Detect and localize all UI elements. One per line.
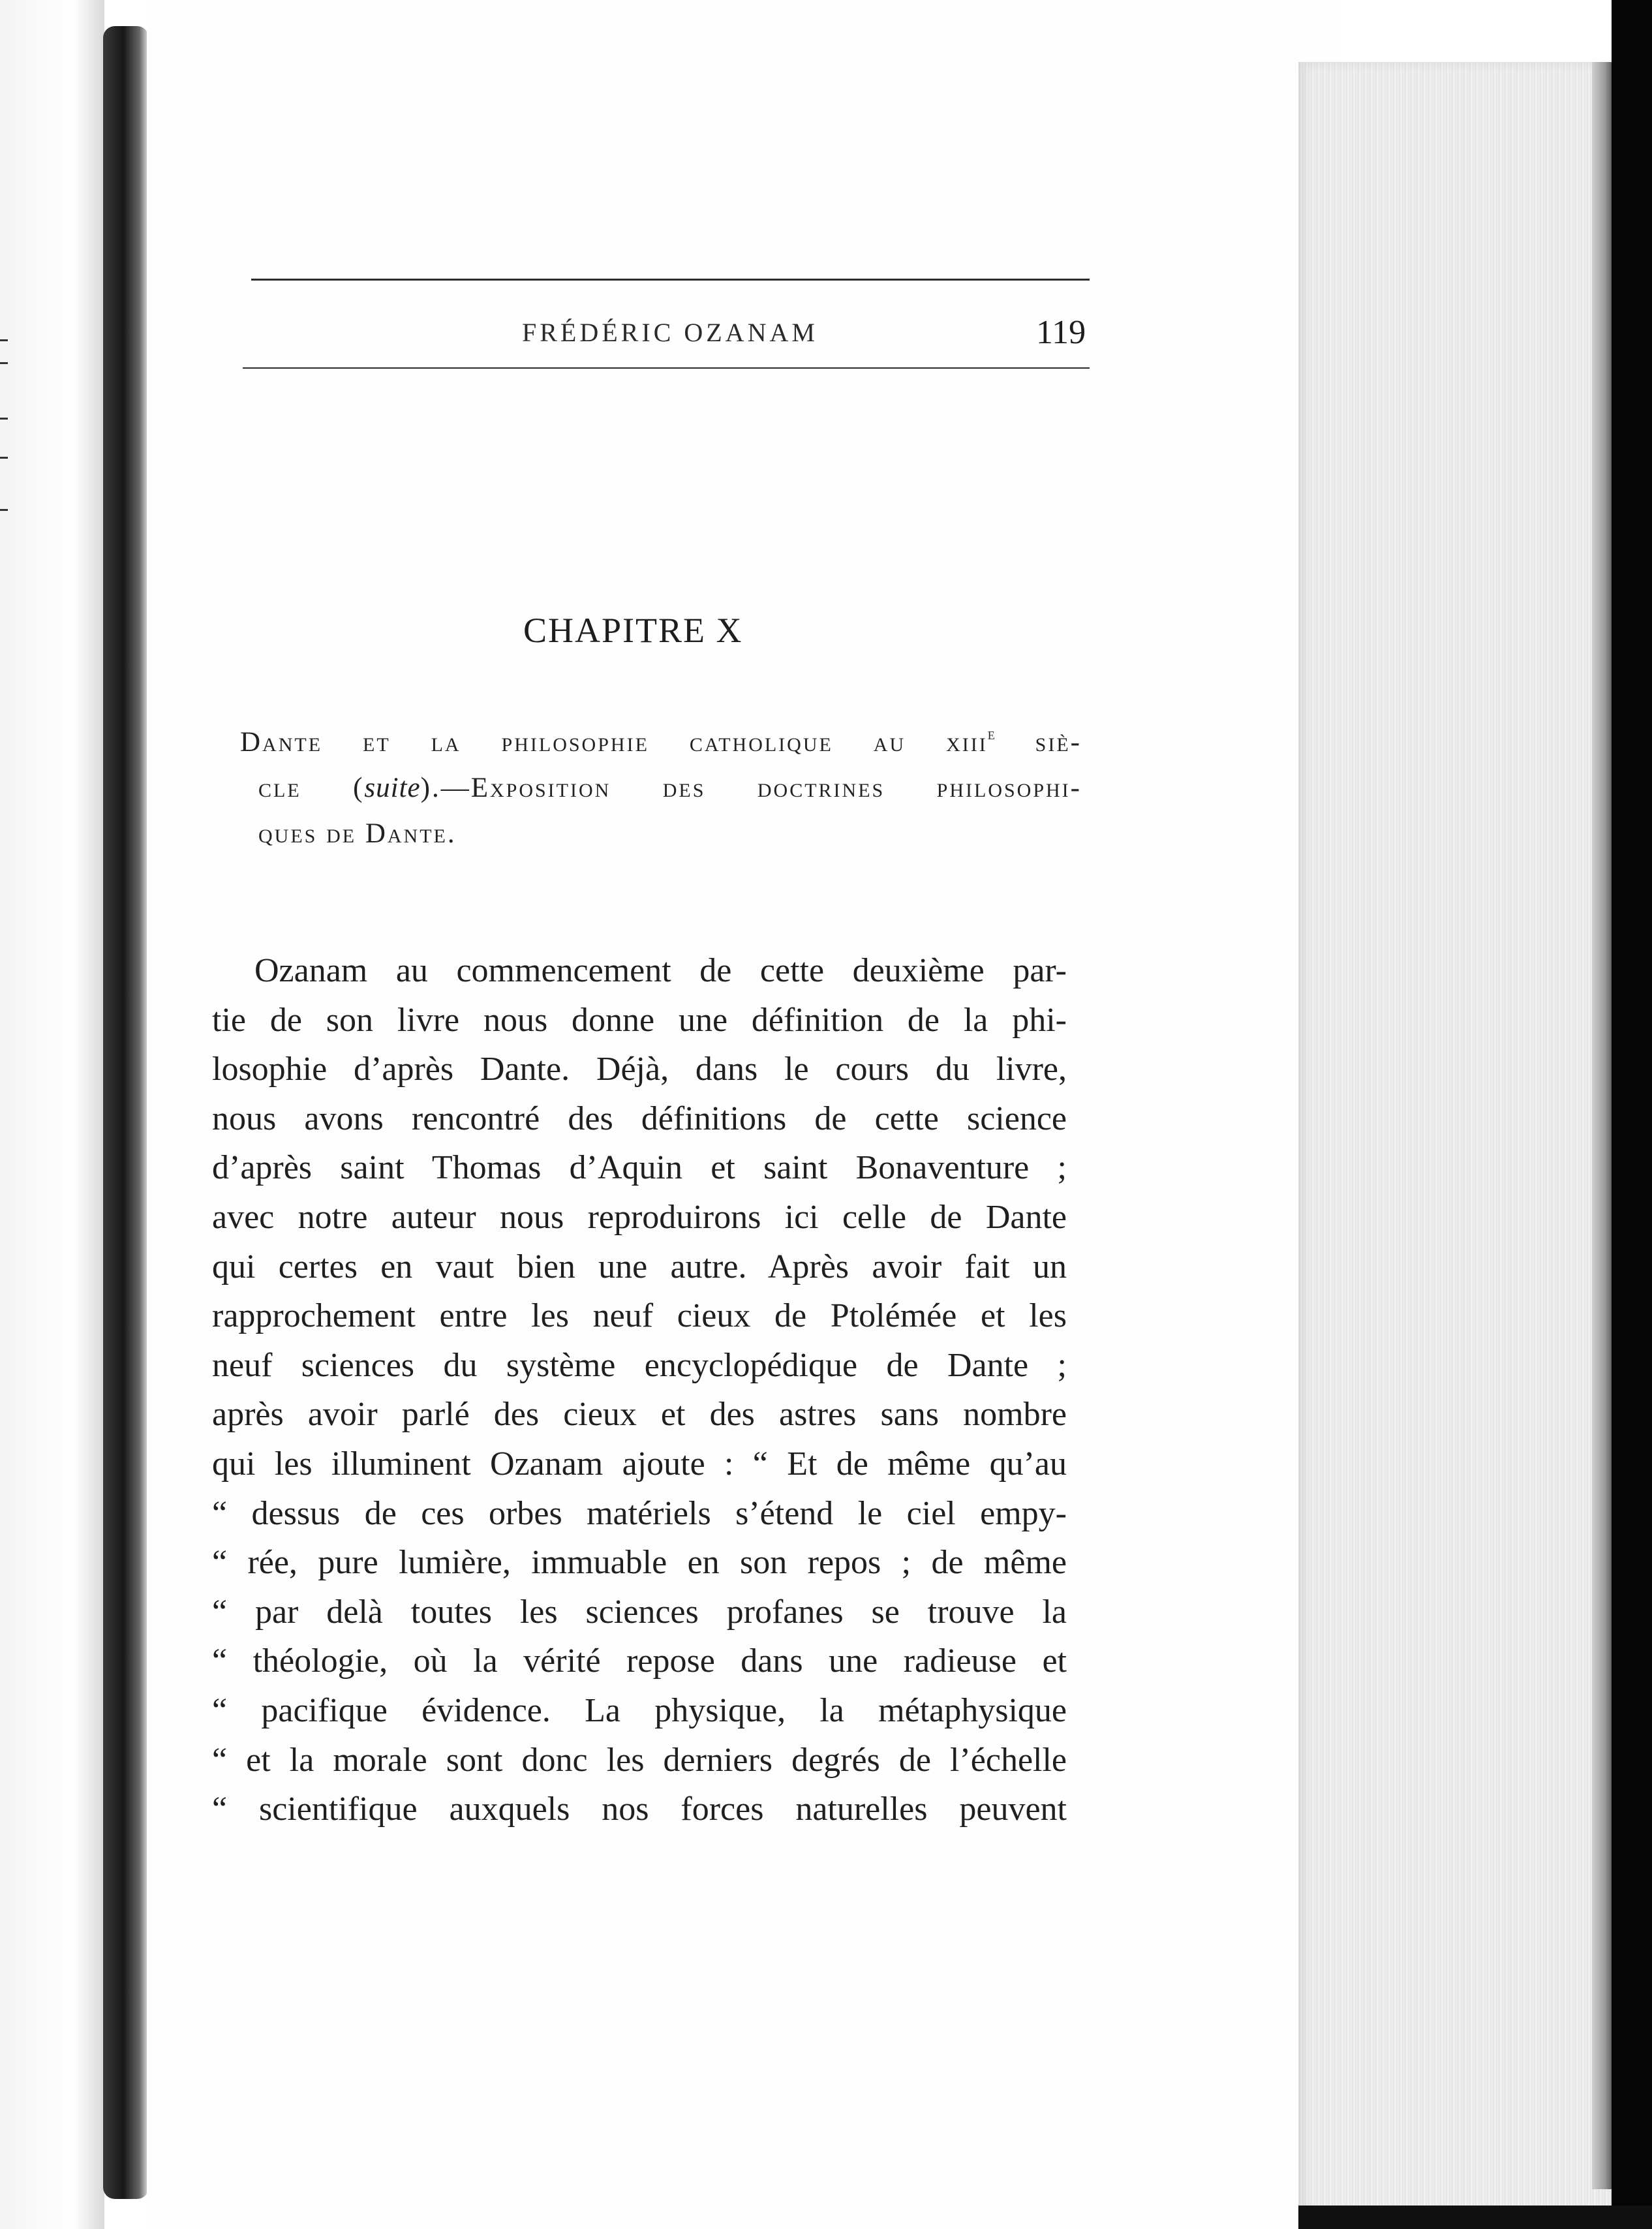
summary-superscript: e — [987, 724, 995, 743]
body-line: “ théologie, où la vérité repose dans une radieuse et — [212, 1642, 1067, 1680]
summary-line — [240, 765, 1082, 811]
summary-line: ques de Dante. — [258, 818, 457, 849]
page-number: 119 — [1036, 314, 1086, 351]
left-page-edge — [0, 0, 104, 2229]
body-line: “ rée, pure lumière, immuable en son repos ; de même — [212, 1544, 1067, 1582]
body-line: avec notre auteur nous reproduirons ici celle de Dante — [212, 1198, 1067, 1236]
page-edges — [1298, 62, 1631, 2215]
body-line: “ pacifique évidence. La physique, la métaphysique — [212, 1691, 1067, 1729]
chapter-title: CHAPITRE X — [523, 611, 743, 650]
summary-line — [240, 711, 1082, 765]
left-page-mark — [0, 362, 8, 364]
running-head-title: FRÉDÉRIC OZANAM — [522, 318, 818, 347]
body-line: “ dessus de ces orbes matériels s’étend le ciel empy- — [212, 1494, 1067, 1532]
header-rule-top — [251, 279, 1090, 281]
body-line: “ scientifique auxquels nos forces naturelles peuvent — [212, 1791, 1067, 1828]
body-line: d’après saint Thomas d’Aquin et saint Bonaventure ; — [212, 1149, 1067, 1187]
book-gutter — [103, 26, 149, 2199]
left-page-mark — [0, 339, 8, 341]
body-line: nous avons rencontré des définitions de cette science — [212, 1099, 1067, 1137]
body-line: tie de son livre nous donne une définition de la phi- — [212, 1001, 1067, 1039]
scan-border-bottom — [1298, 2206, 1652, 2229]
summary-text: cle ( — [258, 773, 365, 803]
body-line: neuf sciences du système encyclopédique de Dante ; — [212, 1346, 1067, 1384]
body-line: qui certes en vaut bien une autre. Après avoir fait un — [212, 1248, 1067, 1285]
summary-italic: suite — [364, 773, 421, 803]
summary-text: siè- — [994, 727, 1082, 758]
body-line: “ et la morale sont donc les derniers degrés de l’échelle — [212, 1741, 1067, 1779]
body-line: qui les illuminent Ozanam ajoute : “ Et de même qu’au — [212, 1445, 1067, 1483]
body-line: losophie d’après Dante. Déjà, dans le cours du livre, — [212, 1051, 1067, 1088]
header-rule-bottom — [243, 367, 1090, 369]
left-page-mark — [0, 418, 8, 420]
body-line: Ozanam au commencement de cette deuxième par- — [254, 952, 1067, 989]
body-line: après avoir parlé des cieux et des astres sans nombre — [212, 1396, 1067, 1434]
body-text — [212, 946, 1067, 1834]
left-page-mark — [0, 457, 8, 459]
scan-border — [1612, 0, 1652, 2229]
summary-text: ).—Exposition des doctrines philosophi- — [420, 773, 1082, 803]
chapter-summary — [240, 711, 1082, 857]
left-page-mark — [0, 509, 8, 511]
summary-text: Dante et la philosophie catholique au xiii — [240, 727, 988, 758]
body-line: rapprochement entre les neuf cieux de Ptolémée et les — [212, 1297, 1067, 1335]
body-line: “ par delà toutes les sciences profanes se trouve la — [212, 1593, 1067, 1631]
